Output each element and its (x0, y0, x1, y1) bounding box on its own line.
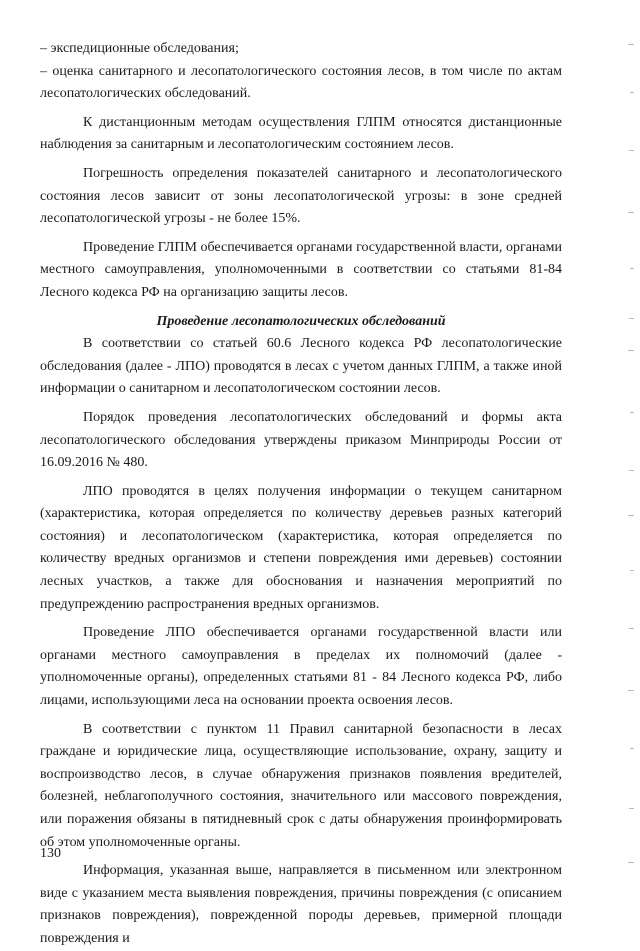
paragraph: Проведение ЛПО обеспечивается органами государственной власти или органами местного самоуправления в пределах их полномочий (далее - уполномоченные органы), определенных статьями 81 - 84 Лесного кодекса РФ, либо лицами, использующими леса на основании проекта освоения лесов. (40, 625, 562, 709)
list-item: – оценка санитарного и лесопатологического состояния лесов, в том числе по актам лесопатологических обследований. (40, 63, 562, 102)
paragraph: В соответствии с пунктом 11 Правил санитарной безопасности в лесах граждане и юридические лица, осуществляющие использование, охрану, защиту и воспроизводство лесов, в случае обнаружения признаков появления вредителей, болезней, неблагополучного состояния, значительного или массового повреждения, или поражения обязаны в пятидневный срок с даты обнаружения проинформировать об этом уполномоченные органы. (40, 721, 562, 850)
paragraph: Проведение ГЛПМ обеспечивается органами государственной власти, органами местного самоуправления, уполномоченными в соответствии со статьями 81-84 Лесного кодекса РФ на организацию защиты лесов. (40, 239, 562, 300)
body-text (40, 38, 562, 951)
paragraph: К дистанционным методам осуществления ГЛПМ относятся дистанционные наблюдения за санитарным и лесопатологическим состоянием лесов. (40, 114, 562, 153)
paragraph: В соответствии со статьей 60.6 Лесного кодекса РФ лесопатологические обследования (далее - ЛПО) проводятся в лесах с учетом данных ГЛПМ, а также иной информации о санитарном и лесопатологическом состоянии лесов. (40, 336, 562, 397)
page-number: 130 (40, 846, 61, 861)
paragraph: Погрешность определения показателей санитарного и лесопатологического состояния лесов зависит от зоны лесопатологической угрозы: в зоне средней лесопатологической угрозы - не более 15%. (40, 165, 562, 227)
paragraph: ЛПО проводятся в целях получения информации о текущем санитарном (характеристика, которая определяется по количеству деревьев разных категорий состояния) и лесопатологическом (характеристика, которая определяется по количеству вредных организмов и степени повреждения ими деревьев) состоянии лесных участков, а также для обоснования и назначения мероприятий по предупреждению распространения вредных организмов. (40, 483, 562, 612)
paragraph: Порядок проведения лесопатологических обследований и формы акта лесопатологического обследования утверждены приказом Минприроды России от 16.09.2016 № 480. (40, 409, 562, 471)
scan-edge-marks (614, 0, 634, 905)
list-item: – экспедиционные обследования; (40, 41, 239, 56)
paragraph: Информация, указанная выше, направляется в письменном или электронном виде с указанием места выявления повреждения, причины повреждения (с описанием признаков повреждения), поврежденной породы деревьев, примерной площади повреждения и (40, 863, 562, 946)
section-heading: Проведение лесопатологических обследований (156, 313, 446, 329)
